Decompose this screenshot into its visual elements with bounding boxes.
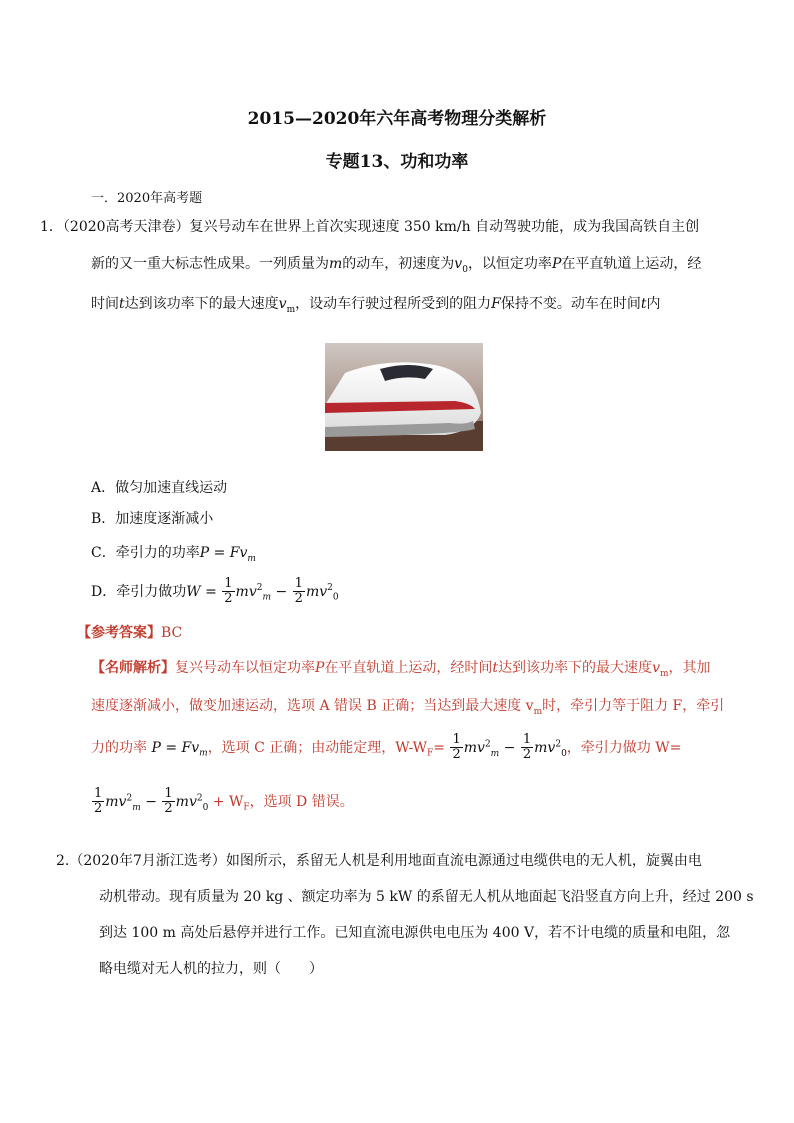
main-title: 2015—2020年六年高考物理分类解析 xyxy=(247,109,547,129)
q2-line3: 到达 100 m 高处后悬停并进行工作。已知直流电源供电电压为 400 V，若不计电缆的质量和电阻，忽 xyxy=(99,925,731,941)
analysis-line3: 力的功率 $P = Fv_m$，选项 C 正确；由动能定理，$W-W_F=$ $\frac{1}{2}$ $mv^2_m$ − $\frac{1}{2}$ $mv^2_0$，牵引力做功 W= xyxy=(91,732,682,763)
answer: 【参考答案】BC xyxy=(77,625,183,641)
q2-line4: 略电缆对无人机的拉力，则（ ） xyxy=(99,961,323,977)
section-heading: 一．2020年高考题 xyxy=(91,191,203,206)
analysis-line4: $\frac{1}{2}$ $mv^2_m$ − $\frac{1}{2}$ $mv^2_0 + W_F$，选项 D 错误。 xyxy=(94,786,354,817)
option-b: B．加速度逐渐减小 xyxy=(91,511,214,527)
high-speed-train-icon xyxy=(325,343,483,451)
sub-title: 专题13、功和功率 xyxy=(325,152,469,172)
option-c: C．牵引力的功率$P = Fv_m$ xyxy=(91,545,256,564)
analysis-line1: 【名师解析】复兴号动车以恒定功率P在平直轨道上运动，经时间t达到该功率下的最大速度$v_m$，其加 xyxy=(91,660,711,679)
q1-line1: 1．（2020高考天津卷）复兴号动车在世界上首次实现速度 350 km/h 自动驾驶功能，成为我国高铁自主创 xyxy=(40,219,700,235)
option-a: A．做匀加速直线运动 xyxy=(91,480,228,496)
q2-line1: 2.（2020年7月浙江选考）如图所示，系留无人机是利用地面直流电源通过电缆供电的无人机，旋翼由电 xyxy=(56,853,702,869)
train-image xyxy=(325,343,483,451)
option-d: D．牵引力做功W = $\frac{1}{2}$ $mv^2_m$ − $\frac{1}{2}$ $mv^2_0$ xyxy=(91,576,339,607)
q1-line3: 时间t达到该功率下的最大速度$v_m$，设动车行驶过程所受到的阻力F保持不变。动车在时间t内 xyxy=(91,296,661,315)
q2-line2: 动机带动。现有质量为 20 kg 、额定功率为 5 kW 的系留无人机从地面起飞沿竖直方向上升，经过 200 s xyxy=(99,889,754,905)
analysis-line2: 速度逐渐减小，做变加速运动，选项 A 错误 B 正确；当达到最大速度 $v_m$时，牵引力等于阻力 F，牵引 xyxy=(91,698,725,717)
q1-line2: 新的又一重大标志性成果。一列质量为m的动车，初速度为$v_0$，以恒定功率P在平直轨道上运动，经 xyxy=(91,256,702,275)
